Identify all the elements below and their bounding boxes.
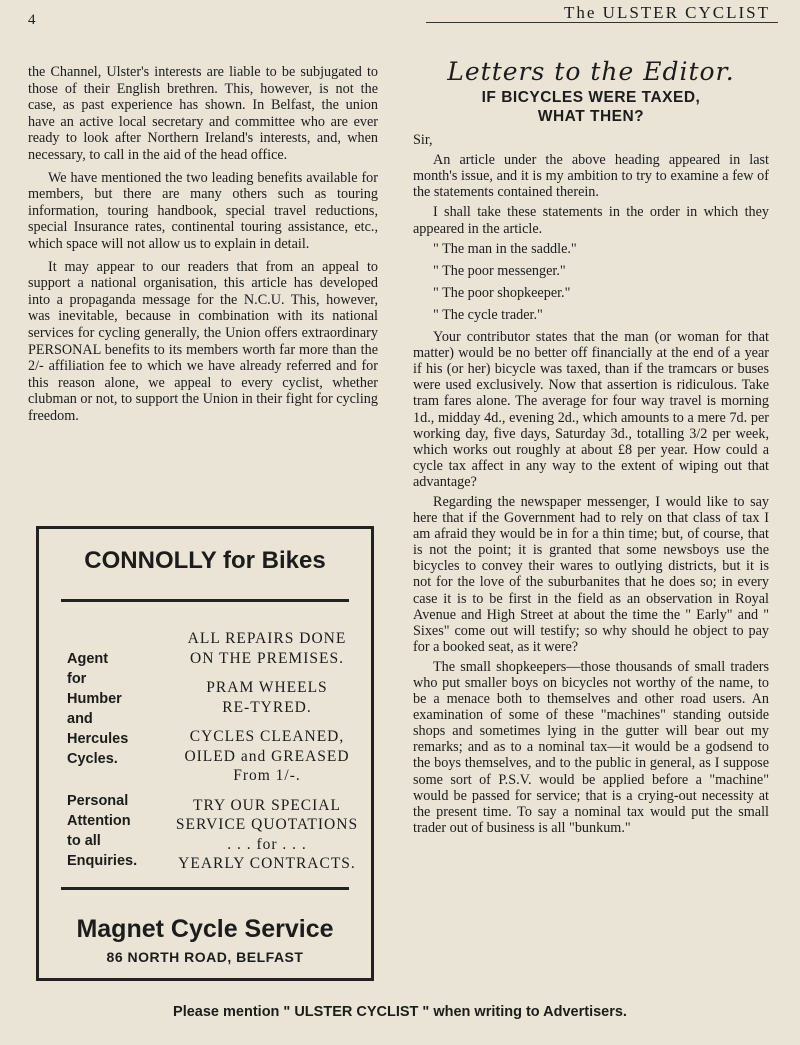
letter-quote: " The poor shopkeeper." (433, 284, 571, 301)
ad-service-line: YEARLY CONTRACTS. (178, 855, 356, 872)
ad-title: CONNOLLY for Bikes (84, 547, 326, 574)
letters-section-title: Letters to the Editor. (447, 57, 735, 86)
left-column-article (28, 64, 378, 430)
ad-agent-line: Hercules (67, 731, 129, 747)
ad-service-line: RE-TYRED. (222, 698, 312, 716)
letter-paragraph: The small shopkeepers—those thousands of small traders who put smaller boys on bicycles not worthy of the name, to be a menace both to themselves and other road users. An examination of some of these "machines" standing outside shops and sometimes lying in the gutter will bear out my remarks; and as to a nominal tax—it would be a godsend to the boys themselves, and to the public in general, as I suppose some sort of P.S.V. would be applied before a "machine" would be passed for service; that is a crying-out necessity at the present time. To say a nominal tax would put the small trader out of business is all "bunkum." (413, 658, 769, 836)
ad-service-line: TRY OUR SPECIAL (193, 796, 341, 814)
ad-divider (61, 887, 349, 890)
article-paragraph: We have mentioned the two leading benefits available for members, but there are many others such as touring information, touring handbook, special travel reductions, special Insurance rates, continental touring assistance, etc., which space will not allow us to explain in detail. (28, 169, 378, 252)
ad-agent-line: Humber (67, 691, 122, 707)
letter-paragraph: Your contributor states that the man (or woman for that matter) would be no better off financially at the end of a year if his (or her) bicycle was taxed, than if the tramcars or buses were used exclusively. Now that assertion is ridiculous. Take tram fares alone. The average for four way travel is morning 1d., midday 4d., evening 2d., which amounts to a mere 7d. per working day, five days, Saturday 3d., totalling 3/2 per week, which works out roughly at about £8 per year. How could a cycle tax affect in any way to the extent of wiping out that advantage? (413, 329, 769, 490)
ad-service-line: From 1/-. (233, 767, 301, 784)
ad-agent-line: and (67, 711, 93, 727)
ad-agent-line: Agent (67, 651, 109, 667)
ad-agent-text (67, 649, 167, 871)
article-paragraph: It may appear to our readers that from an appeal to support a national organisation, this article has developed into a propaganda message for the N.C.U. This, however, was inevitable, because in combination with its national services for cycling generally, the Union offers extraordinary PERSONAL benefits to its members worth far more than the 2/- affiliation fee to which we have already referred and for this reason alone, we appeal to every cyclist, whether clubman or not, to support the Union in their fight for cycling freedom. (28, 258, 378, 424)
ad-agent-line: to all (67, 833, 101, 849)
page-number: 4 (28, 12, 36, 28)
letter-quote: " The man in the saddle." (433, 240, 577, 257)
letter-quote: " The cycle trader." (433, 306, 543, 323)
letter-paragraph: An article under the above heading appeared in last month's issue, and it is my ambition to try to examine a few of the statements contained therein. (413, 152, 769, 201)
page-header (0, 0, 800, 30)
letter-quote: " The poor messenger." (433, 262, 566, 279)
ad-agent-line: Cycles. (67, 751, 118, 767)
letters-column (413, 57, 769, 840)
letter-heading-line: IF BICYCLES WERE TAXED, (481, 89, 701, 107)
ad-service-line: OILED and GREASED (184, 747, 350, 765)
ad-agent-line: Attention (67, 813, 131, 829)
letter-paragraph: I shall take these statements in the order in which they appeared in the article. (413, 204, 769, 237)
ad-service-line: ALL REPAIRS DONE (187, 630, 347, 647)
ad-service-line: ON THE PREMISES. (190, 649, 344, 667)
header-rule (426, 22, 778, 23)
letter-heading-line: WHAT THEN? (537, 108, 645, 126)
ad-service-line: PRAM WHEELS (206, 679, 328, 696)
connolly-advertisement (36, 526, 374, 981)
article-paragraph: the Channel, Ulster's interests are liable to be subjugated to those of their English brethren. This, however, is not the case, as past experience has shown. In Belfast, the union have an active local secretary and committee who are ever ready to look after Northern Ireland's interests, and, when necessary, to call in the aid of the head office. (28, 64, 378, 163)
advertiser-footer-note: Please mention " ULSTER CYCLIST " when writing to Advertisers. (173, 1004, 627, 1020)
running-title: The ULSTER CYCLIST (564, 3, 770, 22)
ad-services (167, 629, 367, 874)
ad-agent-line: Enquiries. (67, 853, 138, 869)
ad-agent-line: for (67, 671, 87, 687)
ad-business-name: Magnet Cycle Service (76, 915, 334, 943)
ad-service-line: CYCLES CLEANED, (189, 728, 345, 745)
letter-heading (413, 88, 769, 126)
ad-agent-line: Personal (67, 793, 129, 809)
ad-divider (61, 599, 349, 602)
letter-salutation: Sir, (413, 132, 433, 149)
ad-service-line: . . . for . . . (227, 835, 307, 853)
ad-service-line: SERVICE QUOTATIONS (175, 816, 359, 833)
letter-paragraph: Regarding the newspaper messenger, I would like to say here that if the Government had to rely on that class of tax I am afraid they would be in for a thin time; but, of course, that is not the point; it is granted that some newsboys use the bicycles to convey their wares to outlying districts, but it is not for the love of the suburbanites that he does so; in every case it is to be first in the field as an observation in Royal Avenue and High Street at about the time the " Early" and " Sixes" come out will testify; so why should he object to pay for a booked seat, as it were? (413, 493, 769, 655)
ad-address: 86 NORTH ROAD, BELFAST (106, 949, 304, 965)
